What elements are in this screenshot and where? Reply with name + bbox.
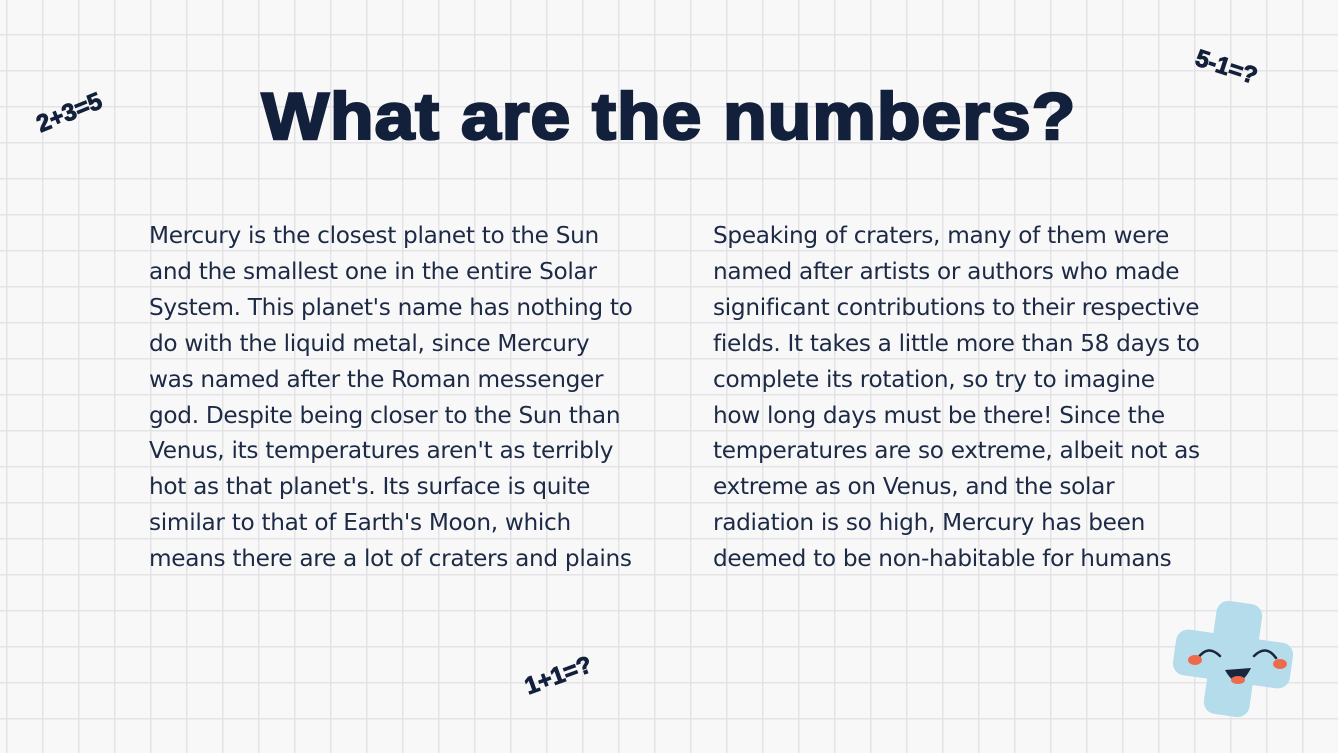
equation-decoration-bottom: 1+1=? bbox=[521, 651, 596, 701]
equation-decoration-top-right: 5-1=? bbox=[1191, 44, 1261, 90]
slide-title: What are the numbers? bbox=[261, 79, 1077, 153]
left-paragraph: Mercury is the closest planet to the Sun and the smallest one in the entire Solar System. This planet's name has nothing to do with the liquid metal, since Mercury was named after the Roman messenger god. Despite being closer to the Sun than Venus, its temperatures aren't as terribly hot as that planet's. Its surface is quite similar to that of Earth's Moon, which means there are a lot of craters and plains bbox=[149, 222, 633, 573]
equation-decoration-top-left: 2+3=5 bbox=[32, 87, 106, 139]
smiling-plus-sign-icon bbox=[1168, 596, 1298, 722]
right-paragraph: Speaking of craters, many of them were named after artists or authors who made significant contributions to their respective fields. It takes a little more than 58 days to complete its rotation, so try to imagine how long days must be there! Since the temperatures are so extreme, albeit not as extreme as on Venus, and the solar radiation is so high, Mercury has been deemed to be non-habitable for humans bbox=[713, 222, 1200, 573]
